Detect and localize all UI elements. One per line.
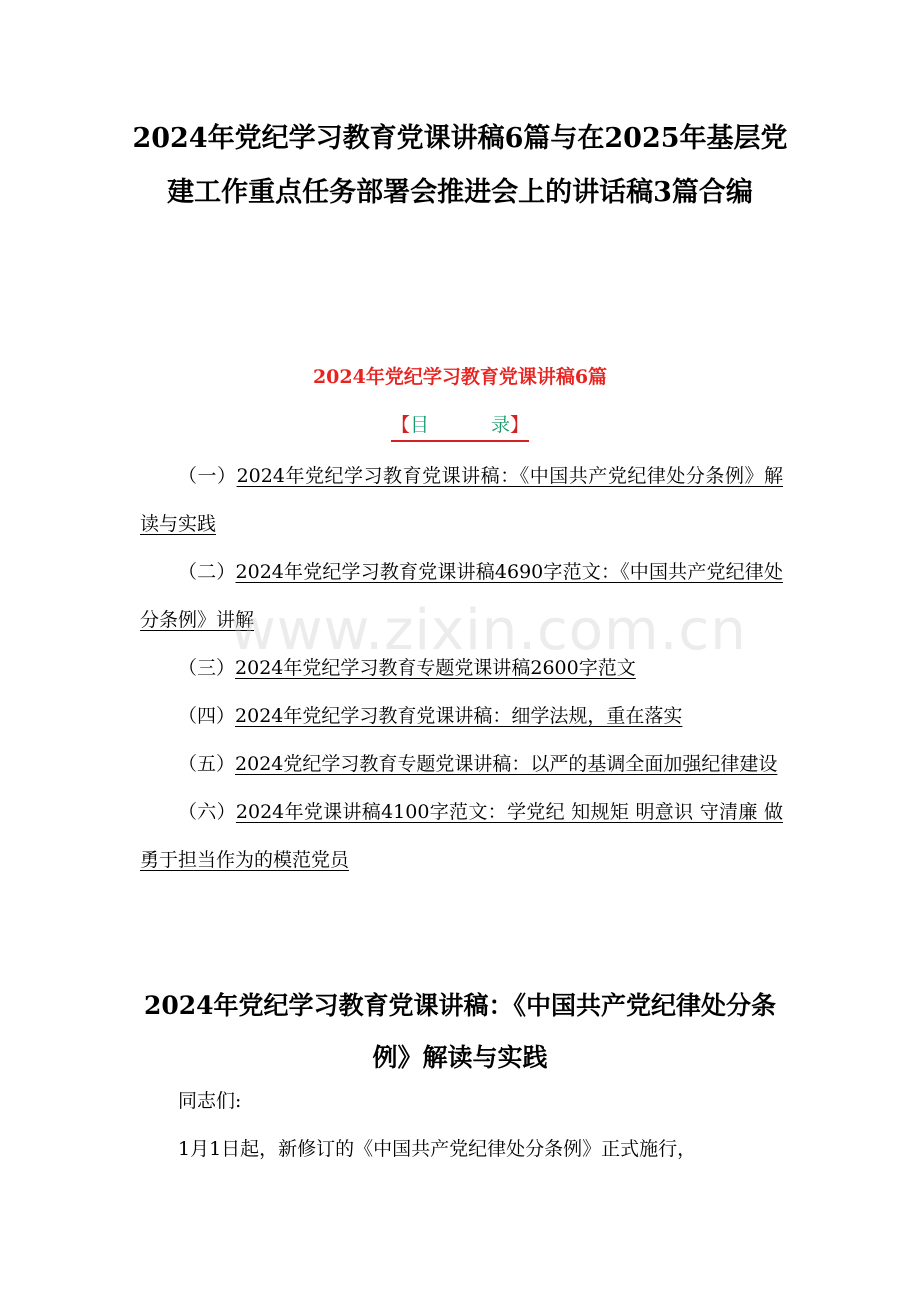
table-of-contents <box>140 452 783 884</box>
toc-item-number: （一） <box>178 465 237 487</box>
document-title: 2024年党纪学习教育党课讲稿6篇与在2025年基层党建工作重点任务部署会推进会上的讲话稿3篇合编 <box>132 123 788 208</box>
toc-heading <box>0 410 920 442</box>
toc-link[interactable]: 2024年党纪学习教育专题党课讲稿2600字范文 <box>235 657 636 679</box>
toc-item <box>140 740 783 788</box>
toc-link[interactable]: 2024年党纪学习教育党课讲稿：细学法规，重在落实 <box>235 705 683 727</box>
toc-link[interactable]: 2024年党纪学习教育党课讲稿4690字范文：《中国共产党纪律处分条例》讲解 <box>140 561 783 631</box>
toc-link[interactable]: 2024年党纪学习教育党课讲稿：《中国共产党纪律处分条例》解读与实践 <box>140 465 783 535</box>
toc-word-2: 录 <box>491 414 511 436</box>
toc-word-1: 目 <box>409 414 429 436</box>
body-paragraph: 同志们: <box>178 1090 242 1112</box>
toc-item <box>140 788 783 884</box>
toc-link[interactable]: 2024党纪学习教育专题党课讲稿：以严的基调全面加强纪律建设 <box>235 753 778 775</box>
toc-link[interactable]: 2024年党课讲稿4100字范文：学党纪 知规矩 明意识 守清廉 做勇于担当作为的模范党员 <box>140 801 783 871</box>
watermark: www.zixin.com.cn <box>230 598 747 663</box>
section-subtitle: 2024年党纪学习教育党课讲稿6篇 <box>312 366 608 388</box>
toc-item-number: （六） <box>178 801 236 823</box>
toc-item <box>140 644 783 692</box>
toc-item-number: （四） <box>178 705 236 727</box>
toc-item <box>140 452 783 548</box>
toc-item-number: （五） <box>178 753 236 775</box>
toc-item-number: （三） <box>178 657 236 679</box>
section-heading: 2024年党纪学习教育党课讲稿：《中国共产党纪律处分条例》解读与实践 <box>143 991 777 1072</box>
toc-open-bracket: 【 <box>390 414 410 436</box>
toc-item <box>140 692 783 740</box>
toc-item <box>140 548 783 644</box>
body-paragraph: 1月1日起，新修订的《中国共产党纪律处分条例》正式施行， <box>178 1138 697 1160</box>
toc-item-number: （二） <box>178 561 236 583</box>
toc-close-bracket: 】 <box>510 414 530 436</box>
